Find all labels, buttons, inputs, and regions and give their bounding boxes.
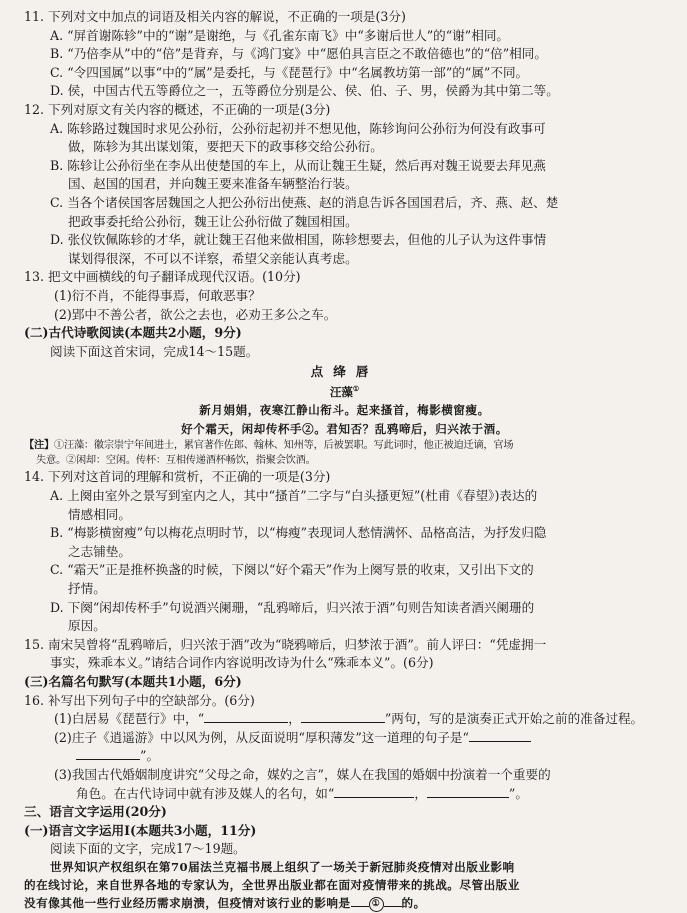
question-14-stem: 14. 下列对这首词的理解和赏析，不正确的一项是(3分)	[24, 469, 331, 485]
poem-author-note-mark: ①	[352, 383, 360, 393]
question-16-item-3-text: 角色。在古代诗词中就有涉及媒人的名句，如“	[76, 785, 335, 801]
poem-note-2: 失意。②闲却：空闲。传杯：互相传递酒杯畅饮，指聚会饮酒。	[36, 455, 316, 467]
blank-16-3b[interactable]	[427, 785, 509, 798]
question-14-option-a-cont: 情感相同。	[68, 506, 131, 522]
passage-line-3-post: 的。	[401, 896, 426, 911]
blank-16-2a[interactable]	[469, 729, 531, 742]
question-14-option-a: A. 上阕由室外之景写到室内之人，其中“搔首”二字与“白头搔更短”(杜甫《春望》)表达的	[50, 488, 538, 504]
question-16-item-3-mid: ，	[414, 785, 427, 801]
poem-note-1: ①汪藻：徽宗崇宁年间进士，累官著作佐郎、翰林、知州等，后被罢职。写此词时，他正被迫迁谪，官场	[53, 440, 514, 452]
question-16-item-1-mid: ，	[288, 711, 301, 727]
question-12-option-b-cont: 国、赵国的国君，并向魏王要来准备车辆整治行装。	[68, 176, 358, 192]
question-12-option-a: A. 陈轸路过魏国时求见公孙衍，公孙衍起初并不想见他，陈轸询问公孙衍为何没有政事可	[50, 120, 546, 136]
blank-marker-1: ①	[369, 897, 384, 912]
section-poetry-heading: (二)古代诗歌阅读(本题共2小题，9分)	[24, 325, 242, 341]
question-14-option-d: D. 下阕“闲却传杯手”句说酒兴阑珊，“乱鸦啼后，归兴浓于酒”句则告知读者酒兴阑珊的	[50, 599, 535, 615]
poem-line-2: 好个霜天，闲却传杯手②。君知否？乱鸦啼后，归兴浓于酒。	[181, 421, 508, 436]
question-12-option-d: D. 张仪钦佩陈轸的才华，就让魏王召他来做相国，陈轸想要去，但他的儿子认为这件事情	[50, 232, 547, 248]
poem-author-name: 汪藻	[329, 384, 353, 399]
question-14	[24, 468, 665, 635]
section-recitation-heading: (三)名篇名句默写(本题共1小题，6分)	[24, 674, 242, 690]
part-3-sub-heading: (一)语言文字运用Ⅰ(本题共3小题，11分)	[24, 822, 257, 838]
poem-line-1: 新月娟娟，夜寒江静山衔斗。起来搔首，梅影横窗瘦。	[199, 403, 490, 418]
question-11-stem: 11. 下列对文中加点的词语及相关内容的解说，不正确的一项是(3分)	[24, 9, 406, 24]
passage-line-1: 世界知识产权组织在第70届法兰克福书展上组织了一场关于新冠肺炎疫情对出版业影响	[50, 859, 515, 874]
reading-passage	[24, 859, 665, 913]
question-16-stem: 16. 补写出下列句子中的空缺部分。(6分)	[24, 692, 255, 708]
passage-line-3-pre: 没有像其他一些行业经历需求崩溃，但疫情对该行业的影响是	[24, 896, 351, 911]
question-11-option-b: B. “乃倍李从”中的“倍”是背弃，与《鸿门宴》中“愿伯具言臣之不敢倍德也”的“倍”相同。	[50, 46, 547, 62]
blank-16-1a[interactable]	[204, 710, 288, 723]
blank-16-2b[interactable]	[76, 747, 140, 760]
blank-16-1b[interactable]	[301, 710, 385, 723]
blank-passage-1-left[interactable]	[351, 894, 369, 907]
question-15	[24, 636, 665, 673]
question-16-item-1	[24, 710, 665, 729]
question-14-option-c: C. “霜天”正是推杯换盏的时候，下阕以“好个霜天”作为上阕写景的收束，又引出下文的	[50, 562, 534, 578]
question-16-item-2-pre: (2)庄子《逍遥游》中以风为例，从反面说明“厚积薄发”这一道理的句子是“	[54, 729, 469, 745]
question-11	[24, 8, 665, 101]
question-12-option-b: B. 陈轸让公孙衍坐在李从出使楚国的车上，从而让魏王生疑，然后再对魏王说要去拜见燕	[50, 157, 546, 173]
question-16-item-3-cont	[24, 785, 665, 804]
question-13	[24, 268, 665, 324]
question-13-stem: 13. 把文中画横线的句子翻译成现代汉语。(10分)	[24, 269, 301, 285]
poem-note	[24, 438, 665, 453]
poem	[24, 363, 665, 468]
question-12-option-c-cont: 把政事委托给公孙衍，魏王让公孙衍做了魏国相国。	[68, 213, 358, 229]
question-15-line-1: 15. 南宋吴曾将“乱鸦啼后，归兴浓于酒”改为“晓鸦啼后，归梦浓于酒”。前人评曰：“凭虚拥一	[24, 636, 547, 652]
question-16-item-2-cont	[24, 747, 665, 766]
passage-line-3	[24, 894, 665, 913]
poem-note-label: 【注】	[24, 439, 54, 452]
question-14-option-c-cont: 抒情。	[68, 581, 106, 597]
question-14-option-b-cont: 之志铺垫。	[68, 543, 131, 559]
question-12-option-c: C. 当各个诸侯国客居魏国之人把公孙衍出使燕、赵的消息告诉各国国君后，齐、燕、赵、楚	[50, 194, 559, 210]
question-16-item-2-post: ”。	[140, 748, 160, 764]
question-12-stem: 12. 下列对原文有关内容的概述，不正确的一项是(3分)	[24, 101, 331, 117]
question-16-item-1-post: ”两句，写的是演奏正式开始之前的准备过程。	[384, 711, 644, 727]
question-16	[24, 692, 665, 804]
question-12-option-d-cont: 谋划得很深，不可以不详察，希望父亲能认真考虑。	[68, 250, 358, 266]
question-16-item-2	[24, 729, 665, 748]
question-12-option-a-cont: 做，陈轸为其出谋划策，要把天下的政事移交给公孙衍。	[68, 139, 383, 155]
question-14-option-b: B. “梅影横窗瘦”句以梅花点明时节，以“梅瘦”表现词人愁情满怀、品格高洁，为抒发归隐	[50, 525, 547, 541]
question-16-item-1-pre: (1)白居易《琵琶行》中，“	[54, 711, 205, 727]
question-14-option-d-cont: 原因。	[68, 618, 106, 634]
poem-author	[24, 380, 665, 401]
question-11-option-c: C. “令四国属”以事“中的“属”是委托，与《琵琶行》中“名属教坊第一部”的“属”不同。	[50, 64, 529, 80]
part-3-intro: 阅读下面的文字，完成17～19题。	[50, 841, 246, 857]
blank-passage-1-right[interactable]	[384, 894, 402, 907]
poem-title: 点绛唇	[310, 364, 379, 380]
question-13-sentence-2: (2)郢中不善公者，欲公之去也，必劝王多公之车。	[54, 306, 337, 322]
question-11-option-a: A. “屏首谢陈轸”中的“谢”是谢绝，与《孔雀东南飞》中“多谢后世人”的“谢”相同。	[50, 27, 510, 43]
section-poetry-intro: 阅读下面这首宋词，完成14～15题。	[50, 343, 259, 359]
question-11-option-d: D. 侯，中国古代五等爵位之一，五等爵位分别是公、侯、伯、子、男，侯爵为其中第二等。	[50, 83, 559, 99]
part-3-heading: 三、语言文字运用(20分)	[24, 804, 167, 820]
question-13-sentence-1: (1)衍不肖，不能得事焉，何敢恶事？	[54, 287, 261, 303]
passage-line-2: 的在线讨论，来自世界各地的专家认为，全世界出版业都在面对疫情带来的挑战。尽管出版业	[24, 877, 520, 892]
question-16-item-3: (3)我国古代婚姻制度讲究“父母之命，媒妁之言”，媒人在我国的婚姻中扮演着一个重要的	[54, 766, 551, 782]
blank-16-3a[interactable]	[334, 785, 414, 798]
question-16-item-3-post: ”。	[508, 785, 528, 801]
question-15-line-2: 事实，殊乖本义。”请结合词作内容说明改诗为什么“殊乖本义”。(6分)	[50, 655, 434, 671]
question-12	[24, 101, 665, 268]
